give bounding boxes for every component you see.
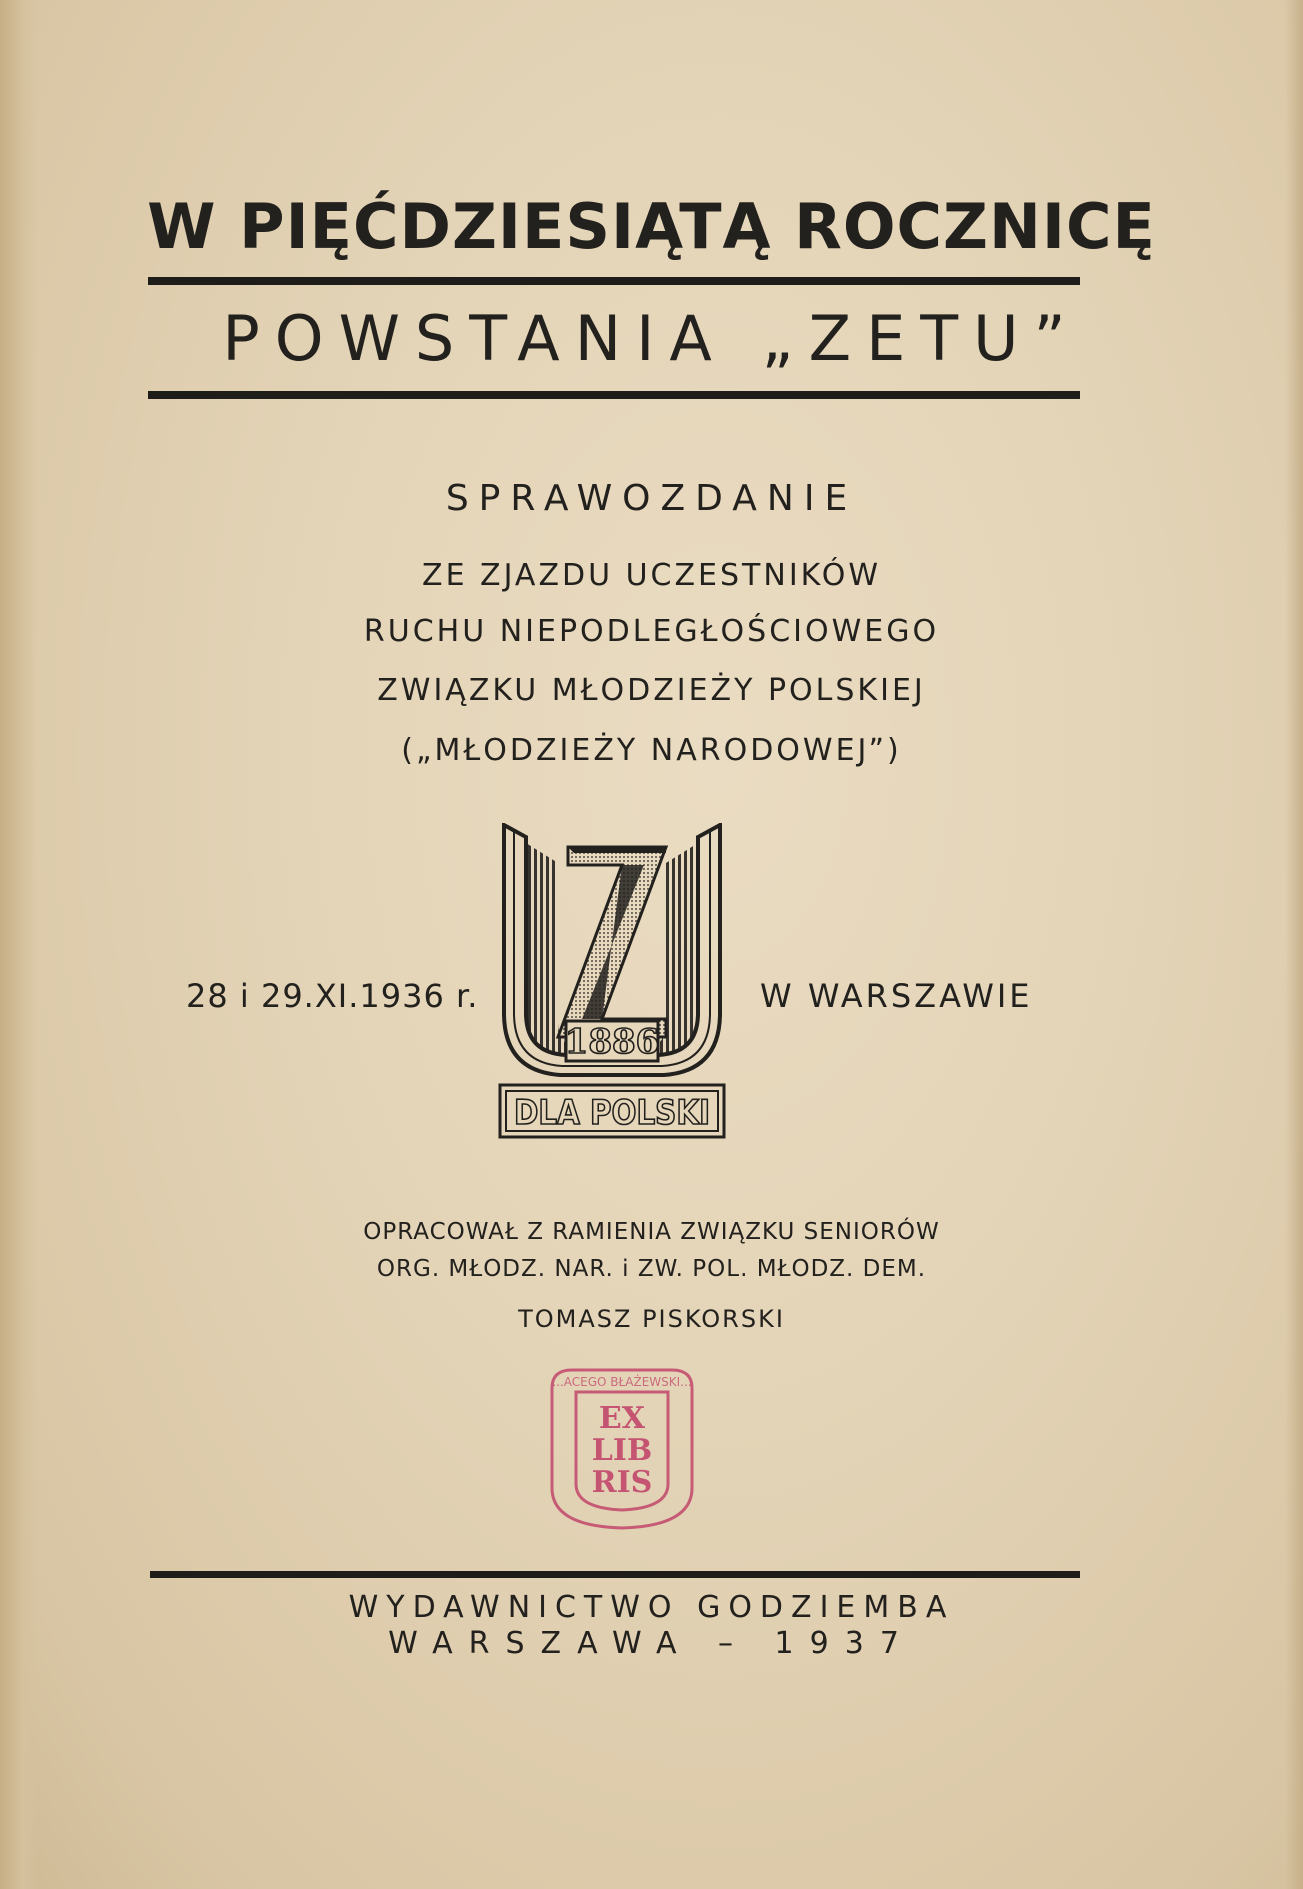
credits-line-2: ORG. MŁODZ. NAR. i ZW. POL. MŁODZ. DEM. (376, 1256, 927, 1282)
publisher-city-year: WARSZAWA – 1937 (388, 1626, 915, 1661)
emblem-motto: DLA POLSKI (514, 1093, 710, 1133)
emblem-year: 1886 (564, 1022, 660, 1062)
stamp-word-2: LIB (591, 1433, 653, 1468)
title-line-2: POWSTANIA „ZETU” (222, 302, 1081, 375)
title-line-1: W PIĘĆDZIESIĄTĄ ROCZNICĘ (147, 190, 1156, 263)
author-name: TOMASZ PISKORSKI (518, 1305, 785, 1333)
report-line-1: ZE ZJAZDU UCZESTNIKÓW (422, 558, 881, 593)
event-place: W WARSZAWIE (760, 977, 1033, 1015)
report-line-3: ZWIĄZKU MŁODZIEŻY POLSKIEJ (377, 673, 926, 708)
ex-libris-stamp-icon (532, 1358, 712, 1538)
stamp-word-1: EX (598, 1401, 646, 1436)
stamp-ring-text: ...ACEGO BŁAŻEWSKI... (552, 1375, 692, 1389)
stamp-word-3: RIS (591, 1465, 653, 1500)
publisher-rule (150, 1571, 1080, 1578)
zet-emblem-icon (498, 823, 726, 1145)
title-rule-bottom (148, 391, 1080, 399)
title-rule-top (148, 277, 1080, 285)
report-line-4: („MŁODZIEŻY NARODOWEJ”) (401, 733, 902, 768)
publisher-name: WYDAWNICTWO GODZIEMBA (348, 1590, 955, 1625)
event-date: 28 i 29.XI.1936 r. (186, 977, 479, 1015)
report-line-2: RUCHU NIEPODLEGŁOŚCIOWEGO (363, 614, 940, 649)
credits-line-1: OPRACOWAŁ Z RAMIENIA ZWIĄZKU SENIORÓW (363, 1219, 940, 1245)
report-heading: SPRAWOZDANIE (445, 478, 858, 519)
